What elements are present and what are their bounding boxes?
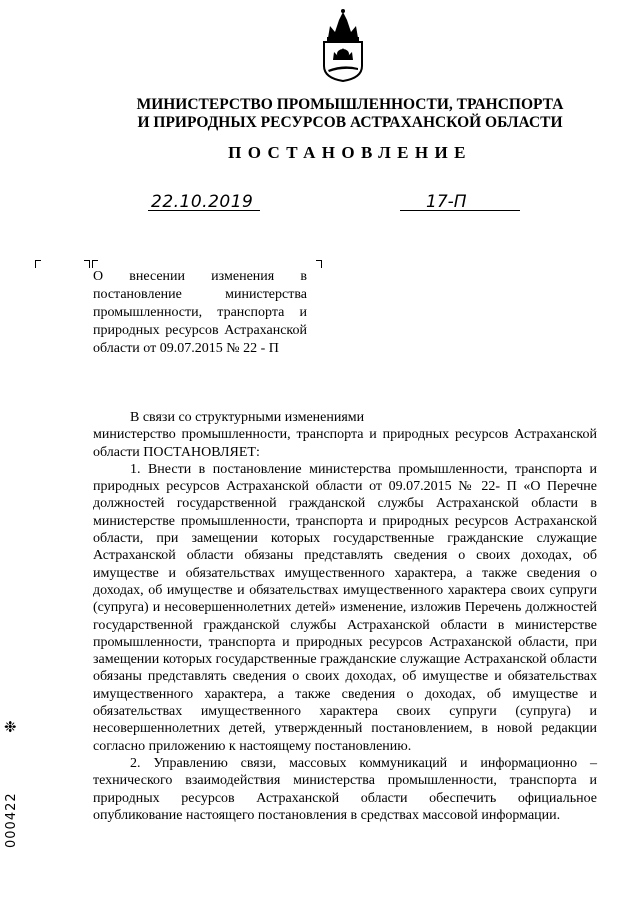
body-intro-rest: министерство промышленности, транспорта и природных ресурсов Астраханской области ПОСТАНОВЛЯЕТ: xyxy=(93,427,597,460)
body-item-2: 2. Управлению связи, массовых коммуникаций и информационно – технического взаимодействия министерства промышленности, транспорта и природных ресурсов Астраханской области обеспечить официальное опубликование настоящего постановления в средствах массовой информации. xyxy=(93,755,597,823)
registration-date: 22.10.2019 xyxy=(151,192,254,212)
document-subject: О внесении изменения в постановление министерства промышленности, транспорта и природных ресурсов Астраханской области от 09.07.2015 № 22 - П xyxy=(93,269,307,356)
ministry-name-line1: МИНИСТЕРСТВО ПРОМЫШЛЕННОСТИ, ТРАНСПОРТА xyxy=(136,96,564,113)
subject-corner-right-outer xyxy=(316,260,322,268)
coat-of-arms-emblem xyxy=(318,8,368,82)
ministry-header xyxy=(60,96,640,132)
margin-mark-icon: ❉ xyxy=(4,718,17,736)
body-item-1: 1. Внести в постановление министерства промышленности, транспорта и природных ресурсов Астраханской области от 09.07.2015 № 22- П «О Перечне должностей государственной гражданской службы Астраханской области в министерстве промышленности, транспорта и природных ресурсов Астраханской области, при замещении которых государственные гражданские служащие Астраханской области обязаны представлять сведения о своих доходах, об имуществе и обязательствах имущественного характера, а также сведения о доходах, об имуществе и обязательствах имущественного характера своих супруги (супруга) и несовершеннолетних детей» изменение, изложив Перечень должностей государственной гражданской службы Астраханской области в министерстве промышленности, транспорта и природных ресурсов Астраханской области, при замещении которых государственные гражданские служащие Астраханской области обязаны представлять сведения о своих доходах, об имуществе и обязательствах имущественного характера, а также сведения о доходах, об имуществе и обязательствах имущественного характера своих супруги (супруга) и несовершеннолетних детей, утвержденный постановлением, в новой редакции согласно приложению к настоящему постановлению. xyxy=(93,461,597,754)
document-type-title: ПОСТАНОВЛЕНИЕ xyxy=(228,143,472,162)
margin-registration-number: 000422 xyxy=(4,792,19,848)
ministry-name-line2: И ПРИРОДНЫХ РЕСУРСОВ АСТРАХАНСКОЙ ОБЛАСТИ xyxy=(137,114,563,131)
subject-corner-left-inner xyxy=(84,260,90,268)
registration-number: 17-П xyxy=(426,192,467,212)
number-underline xyxy=(400,210,520,211)
document-body xyxy=(93,409,597,824)
date-underline xyxy=(148,210,260,211)
body-intro-line1: В связи со структурными изменениями xyxy=(130,410,365,425)
subject-corner-left-outer xyxy=(35,260,41,268)
subject-corner-right-inner xyxy=(92,260,98,268)
